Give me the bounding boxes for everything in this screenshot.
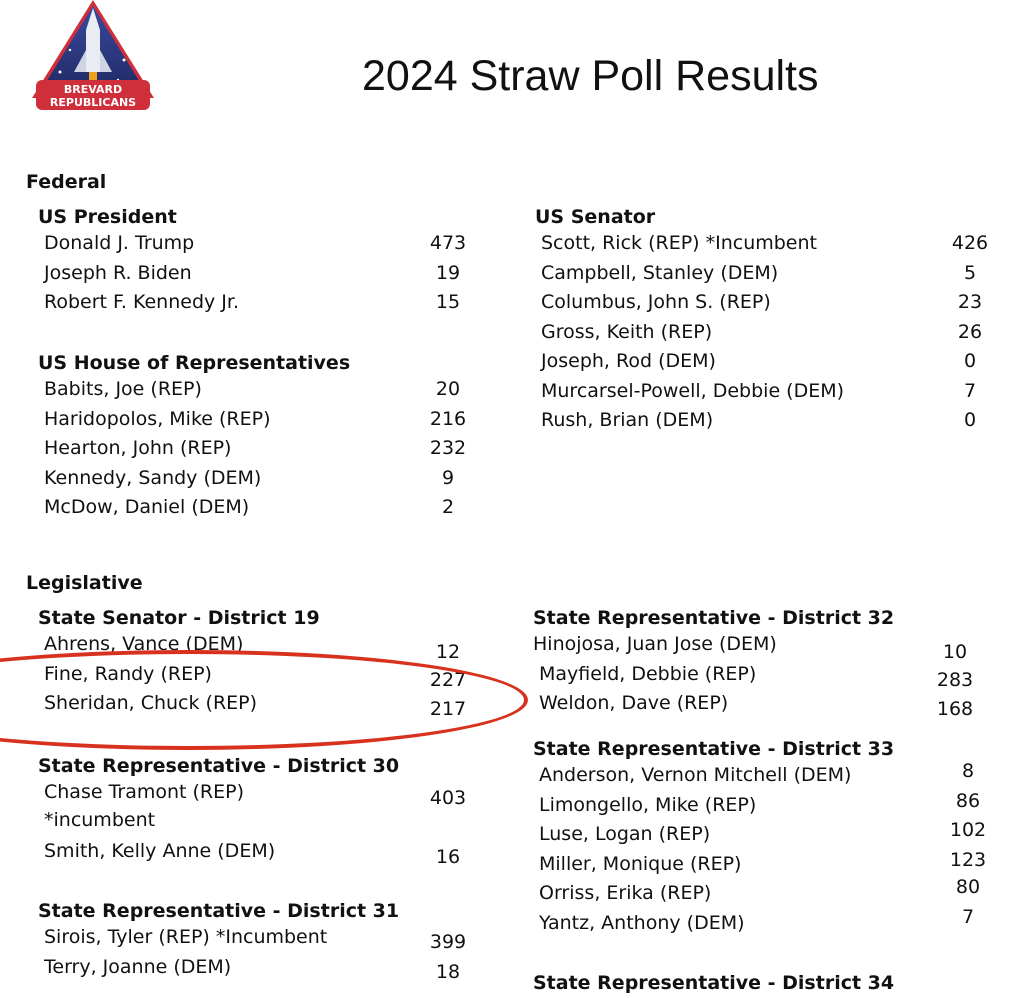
vote-count: 283	[936, 668, 974, 691]
incumbent-note: *incumbent	[44, 809, 156, 831]
candidate-name: Weldon, Dave (REP)	[539, 692, 729, 714]
group-state-rep-31	[38, 900, 478, 985]
vote-count: 10	[942, 641, 968, 663]
section-federal: Federal	[26, 171, 107, 193]
candidate-row	[38, 437, 478, 467]
candidate-row	[38, 232, 478, 262]
candidate-row	[38, 926, 478, 956]
vote-count: 8	[961, 760, 975, 782]
candidate-row	[38, 781, 478, 840]
candidate-name: McDow, Daniel (DEM)	[44, 496, 250, 518]
candidate-row	[38, 408, 478, 438]
vote-count: 9	[441, 466, 455, 489]
vote-count: 123	[949, 848, 987, 871]
candidate-row	[38, 663, 478, 693]
group-title: State Representative - District 30	[38, 755, 400, 777]
candidate-name: Sheridan, Chuck (REP)	[44, 692, 258, 714]
candidate-row	[38, 840, 478, 870]
candidate-row	[38, 956, 478, 986]
candidate-name: Columbus, John S. (REP)	[541, 291, 771, 313]
candidate-row	[535, 232, 1000, 262]
candidate-row	[533, 905, 998, 942]
candidate-name: Sirois, Tyler (REP) *Incumbent	[44, 926, 328, 948]
candidate-name: Donald J. Trump	[44, 232, 195, 254]
candidate-row	[535, 262, 1000, 292]
candidate-name: Scott, Rick (REP) *Incumbent	[541, 232, 817, 254]
group-title: State Senator - District 19	[38, 607, 320, 629]
group-state-rep-30	[38, 755, 478, 870]
vote-count: 168	[936, 698, 974, 720]
vote-count: 15	[435, 291, 461, 313]
candidate-row	[38, 633, 478, 663]
candidate-name: Kennedy, Sandy (DEM)	[44, 466, 262, 489]
vote-count: 19	[435, 261, 461, 284]
vote-count: 26	[957, 320, 983, 343]
vote-count: 399	[429, 931, 467, 953]
vote-count: 0	[963, 350, 977, 372]
candidate-name: Ahrens, Vance (DEM)	[44, 633, 244, 655]
candidate-name: Chase Tramont (REP)	[44, 781, 245, 803]
page-title: 2024 Straw Poll Results	[362, 52, 819, 100]
vote-count: 86	[955, 789, 981, 812]
candidate-name: Smith, Kelly Anne (DEM)	[44, 840, 276, 862]
candidate-name: Mayfield, Debbie (REP)	[539, 662, 757, 685]
group-state-rep-32	[533, 607, 985, 722]
candidate-row	[533, 663, 985, 693]
group-title: State Representative - District 32	[533, 607, 895, 629]
candidate-name: Babits, Joe (REP)	[44, 378, 202, 400]
candidate-row	[533, 692, 985, 722]
candidate-row	[533, 633, 985, 663]
candidate-row	[38, 692, 478, 722]
candidate-row	[535, 321, 1000, 351]
vote-count: 217	[429, 698, 467, 720]
candidate-row	[38, 291, 478, 321]
vote-count: 12	[435, 641, 461, 663]
vote-count: 5	[963, 261, 977, 284]
candidate-name: Anderson, Vernon Mitchell (DEM)	[539, 764, 852, 786]
candidate-name: Joseph R. Biden	[44, 261, 192, 284]
section-legislative: Legislative	[26, 572, 143, 594]
vote-count: 23	[957, 291, 983, 313]
candidate-row	[535, 291, 1000, 321]
group-title: State Representative - District 33	[533, 738, 895, 760]
candidate-name: Fine, Randy (REP)	[44, 662, 212, 685]
vote-count: 7	[963, 379, 977, 402]
vote-count: 426	[951, 232, 989, 254]
svg-text:REPUBLICANS: REPUBLICANS	[49, 96, 137, 109]
vote-count: 216	[429, 407, 467, 430]
vote-count: 18	[435, 960, 461, 983]
vote-count: 0	[963, 409, 977, 431]
group-title: US President	[38, 206, 177, 228]
candidate-name: Joseph, Rod (DEM)	[541, 350, 716, 372]
candidate-row	[38, 262, 478, 292]
candidate-name: Campbell, Stanley (DEM)	[541, 261, 779, 284]
candidate-row	[533, 848, 998, 883]
vote-count: 7	[961, 905, 975, 928]
group-us-house	[38, 352, 478, 526]
vote-count: 16	[435, 846, 461, 868]
vote-count: 20	[435, 378, 461, 400]
group-state-rep-33	[533, 738, 998, 941]
vote-count: 80	[955, 876, 981, 898]
candidate-name: Yantz, Anthony (DEM)	[539, 911, 745, 934]
candidate-name: Miller, Monique (REP)	[539, 852, 742, 875]
group-state-senator-19	[38, 607, 478, 722]
group-us-president	[38, 206, 478, 321]
candidate-row	[535, 380, 1000, 410]
group-us-senator	[535, 206, 1000, 439]
candidate-row	[535, 409, 1000, 439]
group-title: State Representative - District 31	[38, 900, 400, 922]
candidate-row	[533, 760, 998, 794]
candidate-name: Hearton, John (REP)	[44, 437, 232, 459]
group-title: US Senator	[535, 206, 656, 228]
group-title: US House of Representatives	[38, 352, 351, 374]
vote-count: 227	[429, 668, 467, 691]
candidate-name: Terry, Joanne (DEM)	[44, 955, 232, 978]
candidate-name: Rush, Brian (DEM)	[541, 409, 714, 431]
candidate-name: Haridopolos, Mike (REP)	[44, 407, 271, 430]
candidate-name: Hinojosa, Juan Jose (DEM)	[533, 633, 777, 655]
group-state-rep-34	[533, 972, 998, 998]
candidate-name: Luse, Logan (REP)	[539, 823, 711, 845]
candidate-row	[535, 350, 1000, 380]
candidate-name: Gross, Keith (REP)	[541, 320, 713, 343]
vote-count: 232	[429, 437, 467, 459]
candidate-name: Murcarsel-Powell, Debbie (DEM)	[541, 379, 845, 402]
candidate-row	[38, 496, 478, 526]
candidate-row	[38, 378, 478, 408]
candidate-name: Robert F. Kennedy Jr.	[44, 291, 240, 313]
vote-count: 2	[441, 496, 455, 518]
brevard-republicans-logo	[30, 0, 156, 112]
candidate-row	[533, 789, 998, 824]
candidate-name: Limongello, Mike (REP)	[539, 793, 757, 816]
vote-count: 473	[429, 232, 467, 254]
candidate-row	[533, 876, 998, 912]
vote-count: 102	[949, 819, 987, 841]
candidate-row	[533, 819, 998, 853]
candidate-row	[38, 467, 478, 497]
svg-text:BREVARD: BREVARD	[63, 83, 123, 96]
vote-count: 403	[429, 787, 467, 809]
candidate-name: Orriss, Erika (REP)	[539, 882, 712, 904]
group-title: State Representative - District 34	[533, 972, 895, 994]
